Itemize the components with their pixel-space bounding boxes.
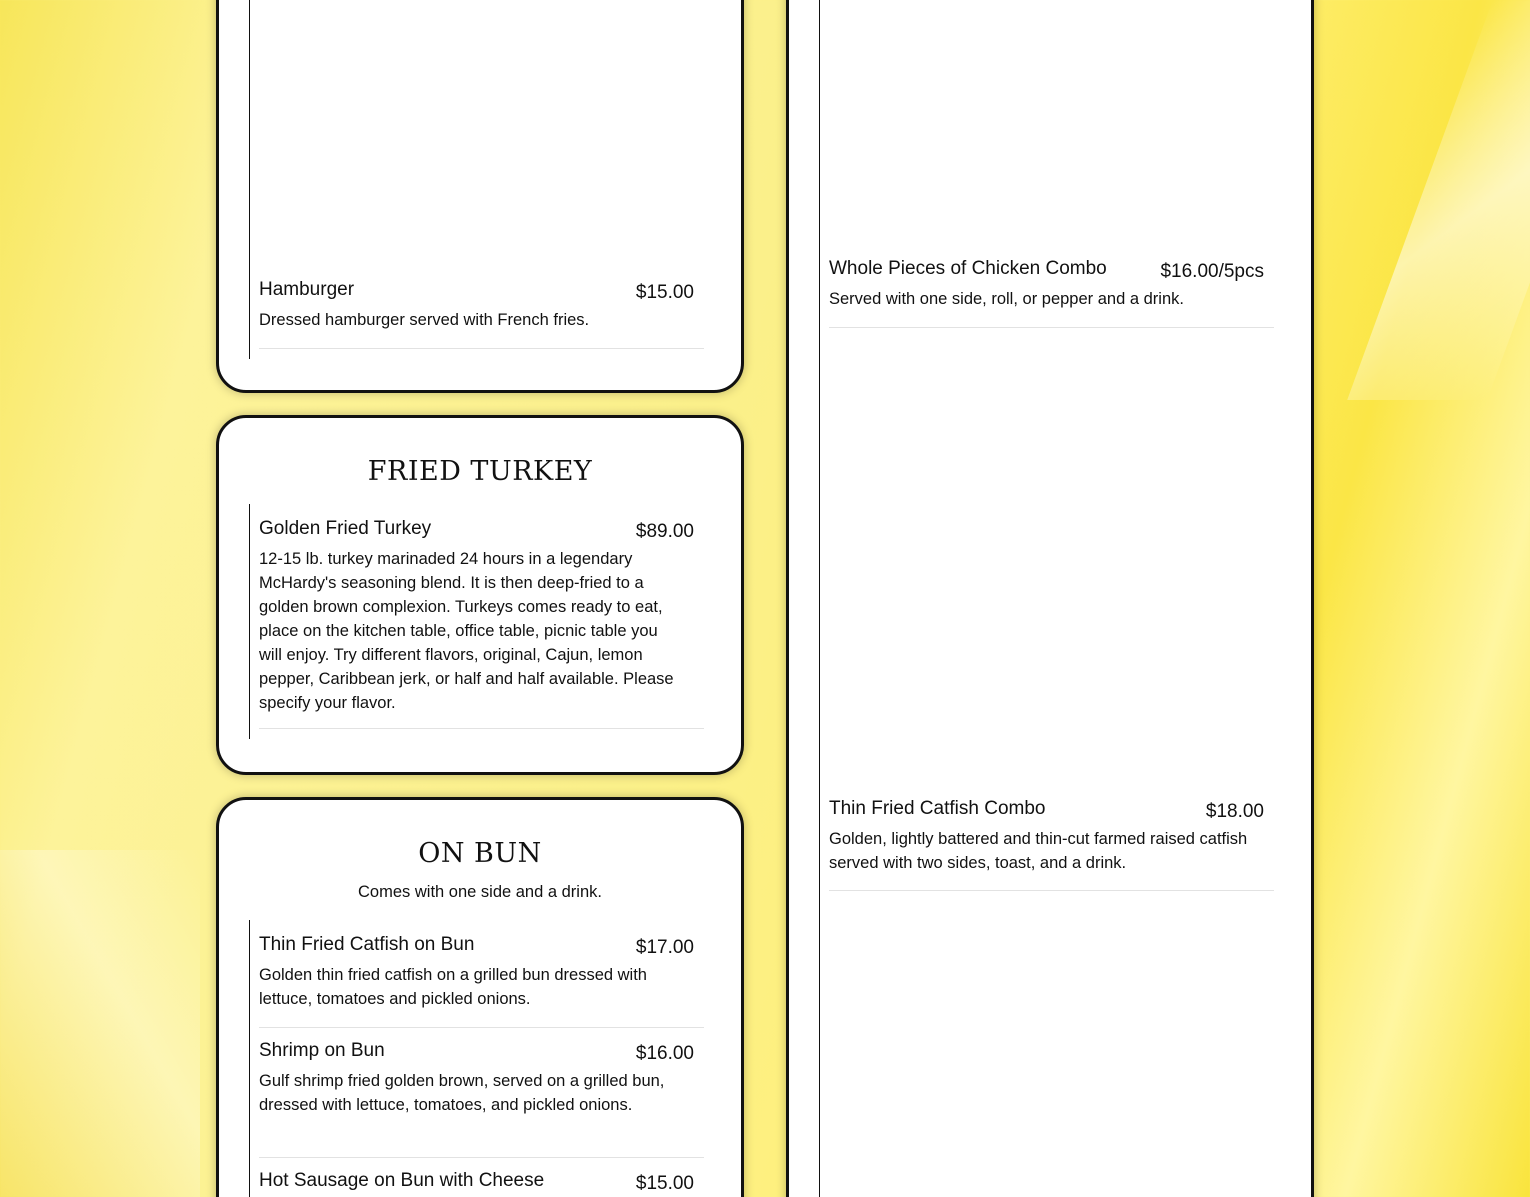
item-description: 12-15 lb. turkey marinaded 24 hours in a legendary McHardy's seasoning blend. It is then deep-fried to a golden brown complexion. Turkeys comes ready to eat, place on the kitchen table, office table, picnic table you will enjoy. Try different flavors, original, Cajun, lemon pepper, Caribbean jerk, or half and half available. Please specify your flavor. bbox=[259, 550, 674, 712]
section-title: FRIED TURKEY bbox=[367, 456, 593, 487]
item-description: Dressed hamburger served with French fries. bbox=[259, 311, 590, 329]
item-price: $16.00/5pcs bbox=[1160, 261, 1264, 282]
item-name: Hamburger bbox=[259, 279, 355, 300]
menu-item-whole-pieces-chicken-combo[interactable] bbox=[829, 258, 1274, 328]
item-price: $17.00 bbox=[635, 937, 694, 958]
items-divider-line bbox=[249, 504, 250, 739]
item-name: Golden Fried Turkey bbox=[259, 518, 432, 539]
menu-item-shrimp-on-bun[interactable] bbox=[259, 1040, 704, 1158]
item-description: Gulf shrimp fried golden brown, served on a grilled bun, dressed with lettuce, tomatoes, and pickled onions. bbox=[259, 1072, 665, 1114]
items-divider-line bbox=[819, 0, 820, 1197]
menu-item-golden-fried-turkey[interactable] bbox=[259, 518, 704, 729]
menu-item-thin-fried-catfish-combo[interactable] bbox=[829, 798, 1274, 891]
menu-card-on-bun bbox=[216, 797, 744, 1197]
item-name: Hot Sausage on Bun with Cheese bbox=[259, 1170, 545, 1191]
section-title: ON BUN bbox=[418, 838, 542, 869]
item-price: $16.00 bbox=[635, 1043, 694, 1064]
item-name: Shrimp on Bun bbox=[259, 1040, 385, 1061]
background-highlight bbox=[1347, 0, 1530, 400]
section-note: Comes with one side and a drink. bbox=[358, 883, 602, 901]
item-name: Whole Pieces of Chicken Combo bbox=[829, 258, 1107, 279]
menu-card-combos bbox=[786, 0, 1314, 1197]
menu-card-fried-turkey bbox=[216, 415, 744, 775]
items-divider-line bbox=[249, 920, 250, 1197]
item-price: $15.00 bbox=[635, 282, 694, 303]
item-name: Thin Fried Catfish on Bun bbox=[259, 934, 475, 955]
item-name: Thin Fried Catfish Combo bbox=[829, 798, 1046, 819]
item-price: $18.00 bbox=[1205, 801, 1264, 822]
item-description: Golden thin fried catfish on a grilled bun dressed with lettuce, tomatoes and pickled onions. bbox=[259, 966, 647, 1008]
menu-card-hamburger bbox=[216, 0, 744, 393]
item-price: $15.00 bbox=[635, 1173, 694, 1194]
background-highlight bbox=[0, 850, 200, 1197]
item-description: Golden, lightly battered and thin-cut farmed raised catfish served with two sides, toast, and a drink. bbox=[829, 830, 1248, 872]
item-price: $89.00 bbox=[635, 521, 694, 542]
menu-item-hot-sausage-on-bun[interactable] bbox=[259, 1170, 704, 1197]
items-divider-line bbox=[249, 0, 250, 359]
menu-item-thin-fried-catfish-on-bun[interactable] bbox=[259, 934, 704, 1028]
menu-item-hamburger[interactable] bbox=[259, 279, 704, 349]
item-description: Served with one side, roll, or pepper and a drink. bbox=[829, 290, 1184, 308]
